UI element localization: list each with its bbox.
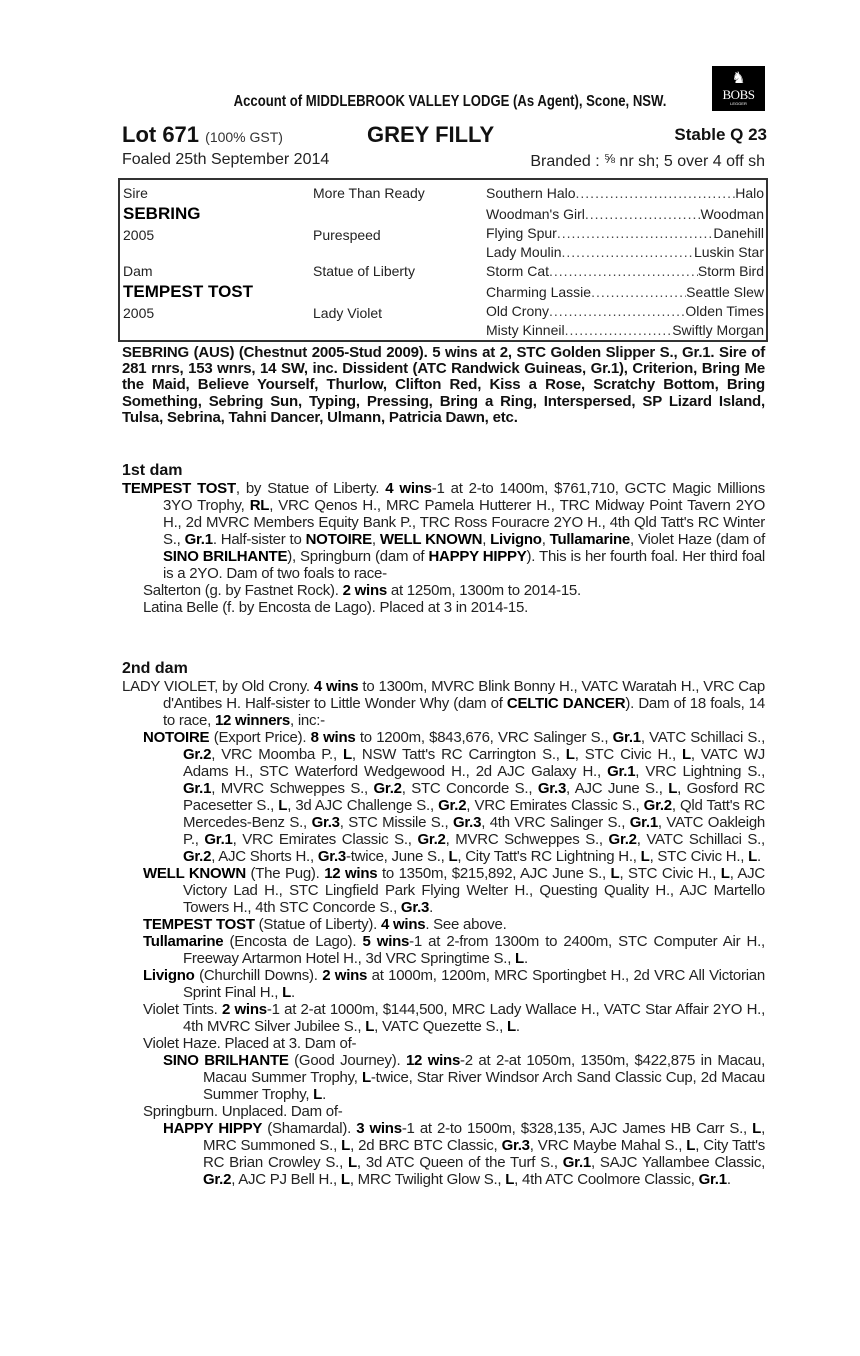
highlight-text: NOTOIRE	[305, 531, 372, 548]
highlight-text: 2 wins	[342, 582, 387, 599]
text-run: -1 at 2-from 1300m to 2400m, STC Computer Air H., Freeway Artarmon Hotel H., 3d VRC Springtime S.,	[183, 933, 765, 967]
highlight-text: 3 wins	[356, 1120, 402, 1137]
text-run: , 4th ATC Coolmore Classic,	[514, 1171, 699, 1188]
highlight-text: CELTIC DANCER	[506, 695, 626, 712]
highlight-text: L	[565, 746, 575, 763]
text-run: , 3d AJC Challenge S.,	[287, 797, 439, 814]
pedigree-paragraph	[122, 1120, 765, 1188]
text-run: , SAJC Yallambee Classic,	[590, 1154, 765, 1171]
text-run: to 1350m, $215,892, AJC June S.,	[377, 865, 611, 882]
highlight-text: L	[448, 848, 458, 865]
highlight-text: Gr.1	[562, 1154, 591, 1171]
highlight-text: Gr.2	[417, 831, 446, 848]
lot-label: Lot 671	[122, 122, 200, 147]
highlight-text: L	[342, 746, 352, 763]
text-run: Violet Tints.	[143, 1001, 222, 1018]
text-run: LADY VIOLET, by Old Crony.	[122, 678, 314, 695]
pedigree-paragraph	[122, 678, 765, 729]
text-run: , AJC Shorts H.,	[211, 848, 318, 865]
leader-dots	[565, 322, 673, 338]
highlight-text: L	[362, 1069, 371, 1086]
highlight-text: Gr.3	[453, 814, 482, 831]
dam-label: Dam	[123, 263, 153, 279]
text-run: , VATC Oakleigh P.,	[183, 814, 766, 848]
leader-dots	[591, 284, 686, 300]
highlight-text: HAPPY HIPPY	[163, 1120, 263, 1137]
first-dam-body	[122, 480, 765, 616]
highlight-text: L	[681, 746, 691, 763]
gen3-sire: Swiftly Morgan	[672, 322, 764, 338]
text-run: , VATC Schillaci S.,	[636, 831, 765, 848]
highlight-text: 12 wins	[405, 1052, 461, 1069]
text-run: , AJC June S.,	[566, 780, 669, 797]
text-run: .	[726, 1171, 731, 1188]
highlight-text: L	[748, 848, 757, 865]
text-run: , STC Civic H.,	[574, 746, 682, 763]
bobs-logo	[712, 66, 765, 111]
first-dam-heading: 1st dam	[122, 462, 183, 479]
text-run: at 1000m, 1200m, MRC Sportingbet H., 2d VRC All Victorian Sprint Final H.,	[183, 967, 765, 1001]
highlight-text: L	[365, 1018, 375, 1035]
sire-year: 2005	[123, 227, 155, 243]
logo-text: BOBS	[722, 87, 755, 102]
lot-header	[122, 122, 767, 148]
text-run: (Statue of Liberty).	[254, 916, 381, 933]
pedigree-paragraph	[122, 967, 765, 1001]
text-run: , VRC Maybe Mahal S.,	[529, 1137, 687, 1154]
text-run: . Half-sister to	[212, 531, 306, 548]
pedigree-paragraph	[122, 1052, 765, 1103]
highlight-text: RL	[249, 497, 270, 514]
pedigree-paragraph	[122, 1103, 765, 1120]
brand-mark: ⅝	[604, 151, 615, 166]
highlight-text: L	[282, 984, 292, 1001]
text-run: (Encosta de Lago).	[223, 933, 363, 950]
text-run: -twice, Star River Windsor Arch Sand Classic Cup, 2d Macau Summer Trophy,	[203, 1069, 765, 1103]
highlight-text: SINO BRILHANTE	[163, 1052, 289, 1069]
text-run: (Churchill Downs).	[194, 967, 323, 984]
highlight-text: TEMPEST TOST	[143, 916, 255, 933]
leader-dots	[549, 263, 698, 279]
pedigree-paragraph	[122, 729, 765, 865]
highlight-text: Gr.1	[183, 780, 212, 797]
highlight-text: Tullamarine	[549, 531, 631, 548]
brand-detail: nr sh; 5 over 4 off sh	[614, 153, 765, 170]
highlight-text: L	[515, 950, 524, 967]
gen3-sire: Danehill	[713, 225, 764, 241]
highlight-text: Gr.3	[501, 1137, 530, 1154]
branded-label: Branded :	[530, 153, 605, 170]
pedigree-gen3-row	[486, 185, 764, 201]
gen3-horse: Charming Lassie	[486, 284, 592, 300]
highlight-text: Gr.3	[537, 780, 567, 797]
highlight-text: Tullamarine	[143, 933, 224, 950]
text-run: , VRC Moomba P.,	[211, 746, 343, 763]
highlight-text: 2 wins	[221, 1001, 267, 1018]
second-dam-body	[122, 678, 765, 1188]
text-run: -1 at 2-to 1500m, $328,135, AJC James HB Carr S.,	[401, 1120, 753, 1137]
gen3-sire: Halo	[735, 185, 764, 201]
text-run: ,	[482, 531, 491, 548]
pedigree-gen3-row	[486, 303, 764, 319]
highlight-text: 4 wins	[313, 678, 359, 695]
leader-dots	[576, 185, 736, 201]
sire-name: SEBRING	[123, 204, 201, 223]
pedigree-paragraph	[122, 933, 765, 967]
highlight-text: L	[313, 1086, 323, 1103]
text-run: , VRC Emirates Classic S.,	[232, 831, 418, 848]
text-run: , Violet Haze (dam of	[630, 531, 765, 548]
leader-dots	[549, 303, 685, 319]
text-run: , VATC WJ Adams H., STC Waterford Wedgewood H., 2d AJC Galaxy H.,	[183, 746, 765, 780]
highlight-text: Livigno	[143, 967, 195, 984]
gen3-horse: Storm Cat	[486, 263, 550, 279]
second-dam-section	[122, 660, 765, 1188]
highlight-text: HAPPY HIPPY	[428, 548, 527, 565]
leader-dots	[585, 206, 701, 222]
highlight-text: L	[278, 797, 288, 814]
text-run: to 1200m, $843,676, VRC Salinger S.,	[355, 729, 613, 746]
text-run: -2 at 2-at 1050m, 1350m, $422,875 in Macau, Macau Summer Trophy,	[203, 1052, 766, 1086]
highlight-text: Gr.1	[612, 729, 641, 746]
dam-sire: Statue of Liberty	[313, 263, 415, 279]
highlight-text: Gr.2	[608, 831, 637, 848]
highlight-text: L	[668, 780, 678, 797]
text-run: , AJC PJ Bell H.,	[231, 1171, 341, 1188]
highlight-text: L	[505, 1171, 515, 1188]
highlight-text: Gr.1	[204, 831, 233, 848]
gen3-sire: Woodman	[700, 206, 764, 222]
highlight-text: Gr.2	[373, 780, 402, 797]
highlight-text: 12 wins	[324, 865, 378, 882]
pedigree-gen3-row	[486, 263, 764, 279]
highlight-text: L	[341, 1137, 351, 1154]
stable-location: Stable Q 23	[674, 125, 767, 144]
text-run: Springburn. Unplaced. Dam of-	[143, 1103, 343, 1120]
text-run: .	[429, 899, 434, 916]
sire-dam: Purespeed	[313, 227, 381, 243]
highlight-text: L	[348, 1154, 357, 1171]
highlight-text: Gr.1	[607, 763, 636, 780]
gen3-horse: Southern Halo	[486, 185, 576, 201]
sire-label: Sire	[123, 185, 148, 201]
pedigree-gen3-row	[486, 284, 764, 300]
highlight-text: Gr.3	[317, 848, 346, 865]
text-run: , MVRC Schweppes S.,	[445, 831, 609, 848]
text-run: , 2d BRC BTC Classic,	[350, 1137, 502, 1154]
highlight-text: WELL KNOWN	[143, 865, 246, 882]
first-dam-section	[122, 462, 765, 616]
pedigree-paragraph	[122, 599, 765, 616]
highlight-text: L	[686, 1137, 696, 1154]
horse-rider-icon: ♞	[731, 70, 746, 87]
text-run: , MRC Summoned S.,	[203, 1120, 765, 1154]
highlight-text: NOTOIRE	[143, 729, 210, 746]
dam-dam: Lady Violet	[313, 305, 383, 321]
highlight-text: 4 wins	[380, 916, 426, 933]
text-run: -twice, June S.,	[346, 848, 449, 865]
text-run: . See above.	[425, 916, 507, 933]
highlight-text: L	[640, 848, 650, 865]
vendor-account: Account of MIDDLEBROOK VALLEY LODGE (As Agent), Scone, NSW.	[233, 93, 667, 110]
sire-sire: More Than Ready	[313, 185, 425, 201]
highlight-text: 5 wins	[362, 933, 410, 950]
lot-number	[122, 122, 283, 148]
text-run: -1 at 2-at 1000m, $144,500, MRC Lady Wallace H., VATC Star Affair 2YO H., 4th MVRC Silver Jubilee S.,	[183, 1001, 765, 1035]
text-run: ,	[541, 531, 550, 548]
highlight-text: Livigno	[490, 531, 542, 548]
text-run: ). Dam of 18 foals, 14 to race,	[163, 695, 765, 729]
gen3-horse: Woodman's Girl	[486, 206, 585, 222]
pedigree-gen3-row	[486, 225, 764, 241]
leader-dots	[562, 244, 694, 260]
text-run: (The Pug).	[245, 865, 325, 882]
text-run: , Qld Tatt's RC Mercedes-Benz S.,	[183, 797, 765, 831]
text-run: Violet Haze. Placed at 3. Dam of-	[143, 1035, 357, 1052]
text-run: , VATC Quezette S.,	[374, 1018, 507, 1035]
text-run: , City Tatt's RC Lightning H.,	[457, 848, 641, 865]
text-run: .	[322, 1086, 327, 1103]
pedigree-gen3-row	[486, 244, 764, 260]
highlight-text: Gr.2	[203, 1171, 232, 1188]
pedigree-paragraph	[122, 916, 765, 933]
highlight-text: Gr.3	[311, 814, 340, 831]
highlight-text: 8 wins	[310, 729, 356, 746]
text-run: , VRC Qenos H., MRC Pamela Hutterer H., TRC Midway Point Tavern 2YO H., 2d MVRC Members Equity Bank P., TRC Ross Fouracre 2YO H., 4th Qld Tatt's RC Winter S.,	[163, 497, 766, 548]
highlight-text: Gr.2	[438, 797, 467, 814]
text-run: (Good Journey).	[288, 1052, 406, 1069]
highlight-text: Gr.3	[400, 899, 430, 916]
text-run: (Shamardal).	[262, 1120, 357, 1137]
gen3-horse: Old Crony	[486, 303, 550, 319]
text-run: -1 at 2-to 1400m, $761,710, GCTC Magic Millions 3YO Trophy,	[163, 480, 765, 514]
highlight-text: Gr.1	[184, 531, 213, 548]
highlight-text: L	[752, 1120, 762, 1137]
gen3-horse: Flying Spur	[486, 225, 557, 241]
dam-year: 2005	[123, 305, 155, 321]
highlight-text: TEMPEST TOST	[122, 480, 236, 497]
highlight-text: Gr.2	[183, 746, 212, 763]
pedigree-paragraph	[122, 1035, 765, 1052]
text-run: .	[523, 950, 528, 967]
text-run: , inc:-	[290, 712, 325, 729]
text-run: (Export Price).	[209, 729, 311, 746]
text-run: , STC Civic H.,	[649, 848, 749, 865]
gen3-sire: Storm Bird	[697, 263, 764, 279]
text-run: ), Springburn (dam of	[287, 548, 429, 565]
text-run: , MRC Twilight Glow S.,	[349, 1171, 506, 1188]
text-run: , AJC Victory Lad H., STC Lingfield Park Flying Welter H., Questing Quality H., AJC Martello Towers H., 4th STC Concorde S.,	[183, 865, 765, 916]
foaled-date: Foaled 25th September 2014	[122, 151, 330, 168]
sire-summary: SEBRING (AUS) (Chestnut 2005-Stud 2009). 5 wins at 2, STC Golden Slipper S., Gr.1. Sire of 281 rnrs, 153 wnrs, 14 SW, inc. Dissident (ATC Randwick Guineas, Gr.1), Criterion, Bring Me the Maid, Believe Yourself, Thurlow, Clifton Red, Kiss a Rose, Scratchy Bottom, Bring Something, Sebring Sun, Typing, Pressing, Bring a Ring, Interspersed, SP Lizard Island, Tulsa, Sebrina, Tahni Dancer, Ulmann, Patricia Dawn, etc.	[122, 344, 765, 426]
text-run: , City Tatt's RC Brian Crowley S.,	[203, 1137, 765, 1171]
highlight-text: 12 winners	[214, 712, 290, 729]
leader-dots	[557, 225, 714, 241]
highlight-text: L	[720, 865, 730, 882]
highlight-text: L	[507, 1018, 516, 1035]
text-run: , 3d ATC Queen of the Turf S.,	[356, 1154, 563, 1171]
text-run: , VRC Emirates Classic S.,	[466, 797, 644, 814]
highlight-text: WELL KNOWN	[379, 531, 483, 548]
text-run: , VRC Lightning S.,	[635, 763, 765, 780]
text-run: ,	[371, 531, 380, 548]
highlight-text: L	[610, 865, 620, 882]
gen3-sire: Luskin Star	[693, 244, 764, 260]
text-run: .	[757, 848, 761, 865]
brand-info	[530, 151, 765, 171]
text-run: at 1250m, 1300m to 2014-15.	[386, 582, 581, 599]
highlight-text: 4 wins	[385, 480, 432, 497]
gst-note: (100% GST)	[205, 129, 283, 145]
text-run: , STC Missile S.,	[339, 814, 453, 831]
dam-name: TEMPEST TOST	[123, 282, 254, 301]
gen3-sire: Olden Times	[685, 303, 764, 319]
text-run: ). This is her fourth foal. Her third foal is a 2YO. Dam of two foals to race-	[163, 548, 766, 582]
text-run: , by Statue of Liberty.	[235, 480, 386, 497]
pedigree-paragraph	[122, 1001, 765, 1035]
text-run: .	[515, 1018, 520, 1035]
text-run: Latina Belle (f. by Encosta de Lago). Placed at 3 in 2014-15.	[143, 599, 529, 616]
highlight-text: Gr.1	[629, 814, 658, 831]
second-dam-heading: 2nd dam	[122, 660, 188, 677]
text-run: , STC Civic H.,	[619, 865, 721, 882]
pedigree-paragraph	[122, 582, 765, 599]
pedigree-gen3-row	[486, 322, 764, 338]
gen3-horse: Lady Moulin	[486, 244, 562, 260]
logo-subtext: LEGGER	[730, 101, 747, 106]
highlight-text: Gr.2	[643, 797, 672, 814]
text-run: , STC Concorde S.,	[401, 780, 538, 797]
pedigree-paragraph	[122, 865, 765, 916]
text-run: , Gosford RC Pacesetter S.,	[183, 780, 765, 814]
colour-sex: GREY FILLY	[367, 122, 495, 147]
highlight-text: Gr.1	[698, 1171, 727, 1188]
text-run: .	[291, 984, 295, 1001]
gen3-sire: Seattle Slew	[686, 284, 764, 300]
text-run: Salterton (g. by Fastnet Rock).	[143, 582, 343, 599]
gen3-horse: Misty Kinneil	[486, 322, 565, 338]
pedigree-gen3-row	[486, 206, 764, 222]
text-run: to 1300m, MVRC Blink Bonny H., VATC Waratah H., VRC Cap d'Antibes H. Half-sister to Little Wonder Why (dam of	[163, 678, 765, 712]
text-run: , VATC Schillaci S.,	[640, 729, 766, 746]
highlight-text: SINO BRILHANTE	[163, 548, 288, 565]
highlight-text: 2 wins	[322, 967, 368, 984]
text-run: , 4th VRC Salinger S.,	[481, 814, 630, 831]
highlight-text: Gr.2	[183, 848, 212, 865]
text-run: , NSW Tatt's RC Carrington S.,	[351, 746, 566, 763]
highlight-text: L	[340, 1171, 350, 1188]
pedigree-paragraph	[122, 480, 765, 582]
pedigree-table	[118, 178, 768, 342]
text-run: , MVRC Schweppes S.,	[211, 780, 374, 797]
